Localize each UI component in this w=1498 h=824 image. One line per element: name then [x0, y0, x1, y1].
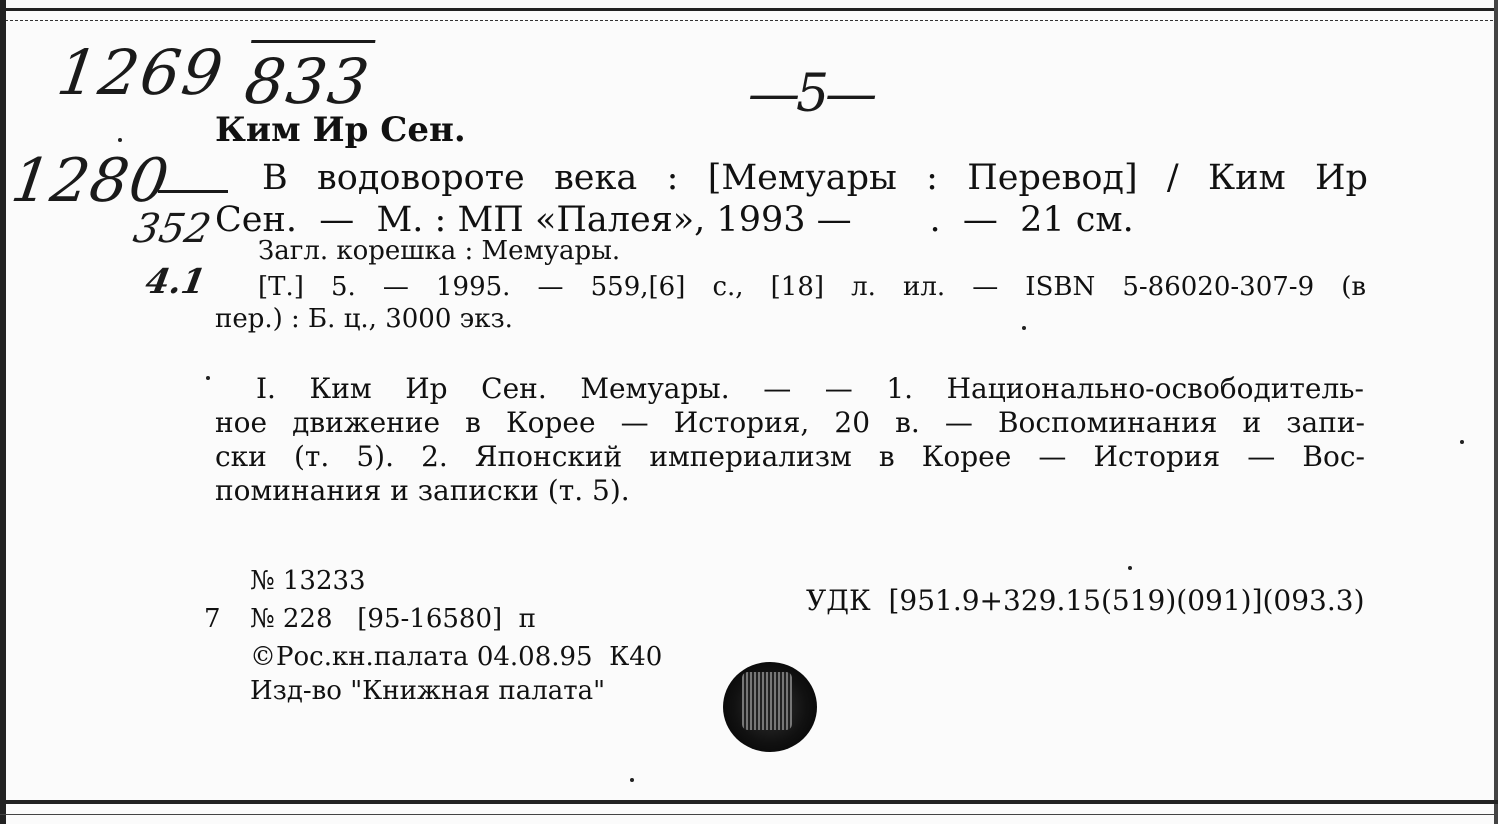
title-word: [Мемуары: [707, 158, 897, 198]
publisher-line: Изд-во "Книжная палата": [250, 676, 606, 706]
spine-title-note: Загл. корешка : Мемуары.: [258, 236, 621, 266]
volume-word: [Т.]: [258, 272, 304, 302]
volume-word: с.,: [712, 272, 744, 302]
subject-word: запи-: [1286, 406, 1365, 439]
subject-word: 2.: [421, 440, 448, 473]
subject-word: 5).: [356, 440, 394, 473]
subject-word: движение: [292, 406, 441, 439]
subject-word: Национально-освободитель-: [946, 372, 1364, 405]
book-chamber-line: ©Рос.кн.палата 04.08.95 К40: [250, 642, 663, 672]
top-center-mark-text: —5—: [748, 64, 874, 124]
volume-line-1: [258, 272, 1366, 302]
speck: [1022, 326, 1026, 330]
subject-word: Ким: [309, 372, 372, 405]
udc-code: УДК [951.9+329.15(519)(091)](093.3): [806, 584, 1365, 617]
subjects-line-4: поминания и записки (т. 5).: [215, 474, 630, 507]
volume-line-2: пер.) : Б. ц., 3000 экз.: [215, 304, 513, 334]
volume-word: л.: [851, 272, 876, 302]
subject-word: —: [944, 406, 973, 439]
subject-word: Корее: [921, 440, 1012, 473]
subject-word: Воспоминания: [997, 406, 1218, 439]
subjects-line-1: [256, 372, 1364, 405]
card-right-border: [1494, 0, 1498, 824]
volume-word: —: [537, 272, 564, 302]
volume-word: 5.: [331, 272, 356, 302]
record-number-1: № 13233: [250, 566, 366, 596]
subject-word: Вос-: [1302, 440, 1365, 473]
card-top-border: [0, 8, 1498, 11]
subject-word: I.: [256, 372, 276, 405]
shelfmark-top-sup-number: 833: [240, 45, 376, 118]
subject-word: в: [465, 406, 481, 439]
subject-word: Мемуары.: [580, 372, 730, 405]
shelfmark-left-number: 1280: [7, 146, 174, 216]
subject-word: Ир: [405, 372, 448, 405]
card-left-border: [0, 0, 6, 824]
author-heading: Ким Ир Сен.: [215, 110, 466, 150]
handwritten-shelfmark-top-sup: [241, 40, 376, 118]
subject-word: и: [1242, 406, 1262, 439]
title-word: :: [926, 158, 938, 198]
volume-word: [18]: [770, 272, 825, 302]
shelfmark-top-number: 1269: [52, 36, 229, 109]
volume-word: ISBN: [1025, 272, 1096, 302]
shelfmark-left-sub2-number: 4.1: [142, 262, 209, 302]
subject-word: Корее: [505, 406, 596, 439]
title-word: :: [666, 158, 679, 198]
subject-word: Сен.: [481, 372, 547, 405]
title-word: В: [262, 158, 288, 198]
subject-word: ски: [215, 440, 267, 473]
subject-word: —: [1038, 440, 1067, 473]
record-number-2: № 228 [95-16580] п: [250, 604, 537, 634]
speck: [630, 778, 634, 782]
volume-word: 559,[6]: [590, 272, 686, 302]
subject-word: ное: [215, 406, 268, 439]
volume-word: 5-86020-307-9: [1122, 272, 1315, 302]
subject-word: —: [620, 406, 649, 439]
subject-word: История: [1093, 440, 1221, 473]
subjects-line-2: [215, 406, 1365, 439]
title-line-1: [262, 158, 1368, 198]
subject-word: —: [763, 372, 792, 405]
handwritten-shelfmark-left-sub2: [142, 262, 208, 302]
card-top-dashed-border: [0, 20, 1498, 21]
handwritten-top-center-mark: [748, 64, 873, 124]
subject-word: империализм: [649, 440, 852, 473]
title-word: Перевод]: [967, 158, 1138, 198]
card-bottom-border: [0, 800, 1498, 804]
speck: [1460, 440, 1464, 444]
subject-word: 20: [834, 406, 871, 439]
ink-stain-texture: [742, 672, 792, 730]
subject-word: —: [1247, 440, 1276, 473]
title-word: Ир: [1314, 158, 1368, 198]
title-word: Ким: [1208, 158, 1286, 198]
volume-word: (в: [1341, 272, 1366, 302]
handwritten-shelfmark-left-sub: [130, 206, 214, 252]
handwritten-shelfmark-top: [53, 36, 229, 109]
speck: [206, 376, 210, 380]
volume-word: —: [382, 272, 409, 302]
title-word: века: [554, 158, 638, 198]
title-word: /: [1166, 158, 1179, 198]
volume-word: ил.: [902, 272, 946, 302]
card-bottom-thin-border: [0, 814, 1498, 815]
speck: [118, 138, 122, 142]
volume-word: —: [972, 272, 999, 302]
subject-word: История,: [673, 406, 810, 439]
record-marker-seven: 7: [204, 604, 221, 634]
shelfmark-left-sub-number: 352: [129, 206, 215, 252]
subject-word: в: [878, 440, 895, 473]
title-line-2: Сен. — М. : МП «Палея», 1993 — . — 21 см.: [215, 200, 1134, 240]
title-word: водовороте: [317, 158, 525, 198]
subject-word: Японский: [474, 440, 623, 473]
volume-word: 1995.: [436, 272, 511, 302]
subject-word: —: [824, 372, 853, 405]
subjects-line-3: [215, 440, 1365, 473]
speck: [1128, 566, 1132, 570]
subject-word: в.: [895, 406, 920, 439]
subject-word: (т.: [293, 440, 330, 473]
handwritten-dash: [158, 190, 228, 193]
subject-word: 1.: [886, 372, 914, 405]
